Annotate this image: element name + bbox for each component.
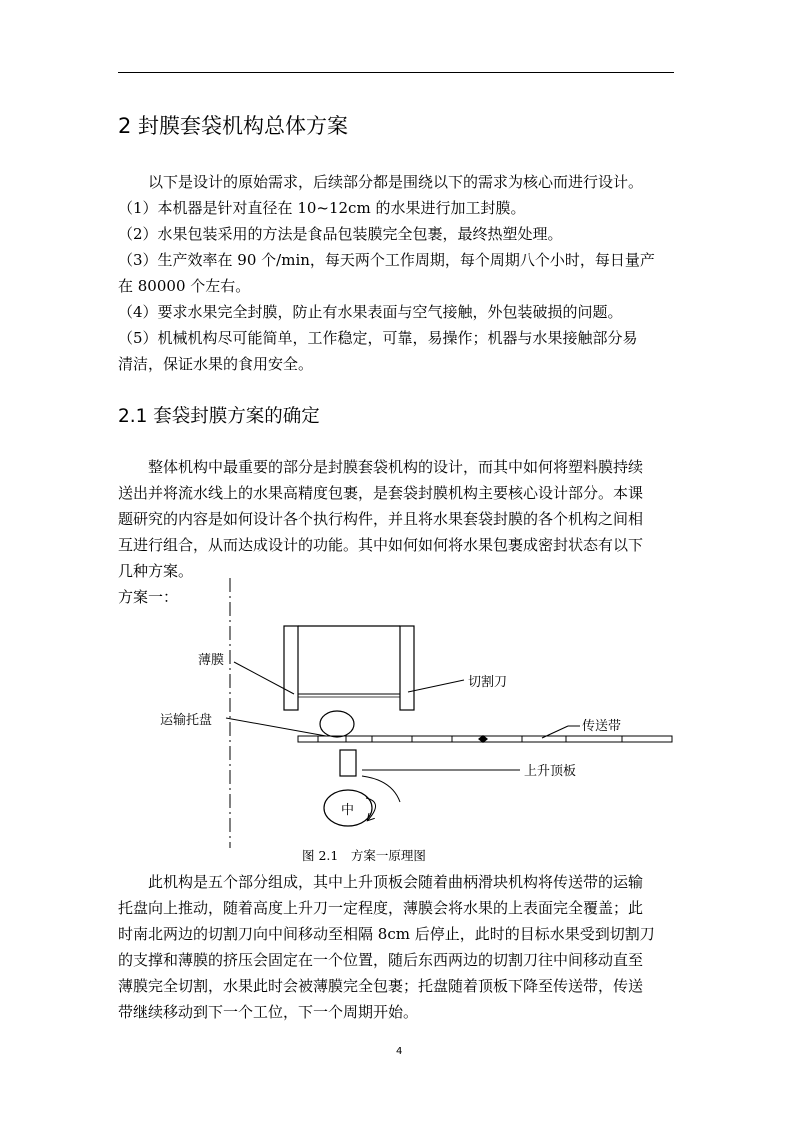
text-line: 薄膜完全切割，水果此时会被薄膜完全包裹；托盘随着顶板下降至传送带，传送	[118, 977, 644, 995]
label-lift-plate: 上升顶板	[524, 764, 577, 779]
page-number: 4	[396, 1046, 403, 1057]
label-cutter: 切割刀	[468, 675, 508, 690]
belt-segments	[318, 736, 622, 742]
scheme-label: 方案一：	[118, 588, 179, 606]
text-line: 在 80000 个左右。	[118, 277, 251, 295]
chapter-heading: 2 封膜套袋机构总体方案	[118, 114, 349, 138]
text-line: 题研究的内容是如何设计各个执行构件，并且将水果套袋封膜的各个机构之间相	[118, 510, 644, 528]
header-rule	[118, 72, 674, 73]
leader-film	[234, 662, 294, 694]
text-line: 带继续移动到下一个工位，下一个周期开始。	[118, 1003, 419, 1021]
mechanism-description	[118, 869, 678, 1025]
fruit	[320, 711, 354, 737]
text-line: 以下是设计的原始需求，后续部分都是围绕以下的需求为核心而进行设计。	[118, 173, 644, 191]
scheme-one-diagram	[122, 566, 678, 852]
text-line: 几种方案。	[118, 562, 194, 580]
label-film: 薄膜	[198, 653, 225, 668]
section-paragraph	[118, 454, 678, 584]
text-line: （1）本机器是针对直径在 10~12cm 的水果进行加工封膜。	[118, 199, 526, 217]
leader-cutter	[408, 680, 464, 692]
label-belt: 传送带	[582, 719, 622, 734]
text-line: 托盘向上推动，随着高度上升刀一定程度，薄膜会将水果的上表面完全覆盖；此	[118, 899, 644, 917]
text-line: 此机构是五个部分组成，其中上升顶板会随着曲柄滑块机构将传送带的运输	[118, 873, 644, 891]
cutter-left	[284, 626, 298, 710]
text-line: （2）水果包装采用的方法是食品包装膜完全包裹，最终热塑处理。	[118, 225, 563, 243]
text-line: 送出并将流水线上的水果高精度包裹，是套袋封膜机构主要核心设计部分。本课	[118, 484, 644, 502]
text-line: （3）生产效率在 90 个/min，每天两个工作周期，每个周期八个小时，每日量产	[118, 251, 655, 269]
section-heading: 2.1 套袋封膜方案的确定	[118, 406, 320, 427]
text-line: 的支撑和薄膜的挤压会固定在一个位置，随后东西两边的切割刀往中间移动直至	[118, 951, 644, 969]
cutter-right	[400, 626, 414, 710]
figure-caption: 图 2.1 方案一原理图	[302, 848, 426, 863]
text-line: （5）机械机构尽可能简单，工作稳定，可靠，易操作；机器与水果接触部分易	[118, 329, 638, 347]
leader-tray	[226, 718, 326, 736]
label-crank-center: 中	[341, 803, 355, 818]
requirements-paragraph	[118, 169, 678, 377]
text-line: 互进行组合，从而达成设计的功能。其中如何如何将水果包裹成密封状态有以下	[118, 536, 644, 554]
lift-plate	[340, 750, 356, 776]
text-line: 清洁，保证水果的食用安全。	[118, 355, 314, 373]
text-line: 时南北两边的切割刀向中间移动至相隔 8cm 后停止，此时的目标水果受到切割刀	[118, 925, 655, 943]
text-line: （4）要求水果完全封膜，防止有水果表面与空气接触，外包装破损的问题。	[118, 303, 623, 321]
label-tray: 运输托盘	[160, 713, 213, 728]
text-line: 整体机构中最重要的部分是封膜套袋机构的设计，而其中如何将塑料膜持续	[118, 458, 644, 476]
